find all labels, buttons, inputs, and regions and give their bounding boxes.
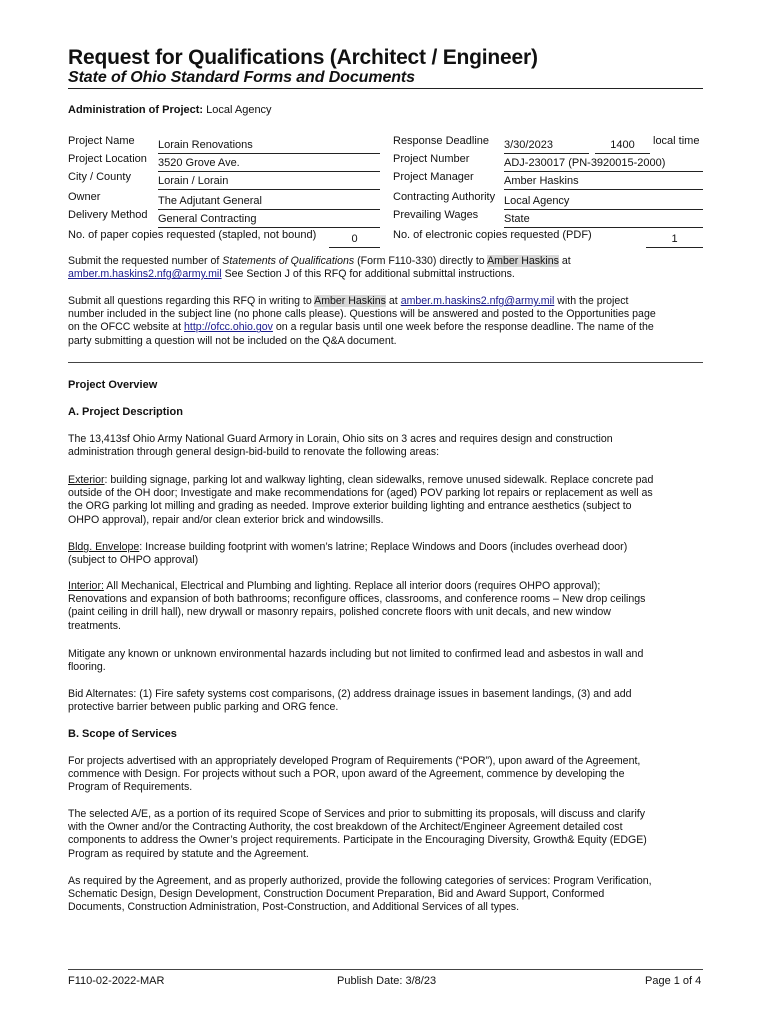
paper-copies-label: No. of paper copies requested (stapled, not bound) [68,229,317,241]
project-name-field[interactable] [158,135,380,154]
local-time-label: local time [653,135,700,147]
contact-name: Amber Haskins [314,295,386,307]
owner-label: Owner [68,191,101,203]
interior-scope [68,580,708,633]
text-run: Submit all questions regarding this RFQ in writing to [68,295,315,307]
contact-email-link[interactable]: amber.m.haskins2.nfg@army.mil [400,295,555,307]
text-line: Bid Alternates: (1) Fire safety systems cost comparisons, (2) address drainage issues in basement landings, (3) and add [68,688,632,700]
contracting-authority-value: Local Agency [504,195,570,207]
text-line: administration through general design-bid-build to renovate the following areas: [68,446,440,459]
paper-copies-value: 0 [351,233,358,245]
project-manager-field[interactable] [504,171,703,190]
response-deadline-date-field[interactable] [504,135,589,154]
soq-emphasis: Statements of Qualifications [222,255,355,267]
administration-label: Administration of Project: [68,104,204,116]
scope-paragraph-services [68,875,708,915]
city-county-value: Lorain / Lorain [158,175,229,187]
scope-of-services-heading: B. Scope of Services [68,728,177,740]
prevailing-wages-field[interactable] [504,209,703,228]
footer-page-number: Page 1 of 4 [645,975,702,987]
exterior-scope [68,474,708,527]
text-line: outside of the OH door; Investigate and make recommendations for (aged) POV parking lot repairs or replacement as well as [68,487,653,500]
text-line: Renovations and expansion of both bathrooms; reconfigure offices, classrooms, and conference rooms – New drop ceilings [68,593,646,606]
text-run: : Increase building footprint with women’s latrine; Replace Windows and Doors (includes overhead door) [139,541,628,553]
bid-alternates [68,688,708,714]
text-line: components to address the Owner’s project requirements. Participate in the Encouraging Diversity, Growth& Equity (EDGE) [68,834,647,847]
contact-email-link[interactable]: amber.m.haskins2.nfg@army.mil [68,268,222,281]
electronic-copies-label: No. of electronic copies requested (PDF) [393,229,592,241]
paper-copies-field[interactable] [329,229,380,248]
text-run: All Mechanical, Electrical and Plumbing and lighting. Replace all interior doors (requires OHPO approval); [103,580,601,592]
response-deadline-date: 3/30/2023 [504,139,553,151]
contracting-authority-field[interactable] [504,191,703,210]
text-run: at [558,255,571,267]
text-line: number included in the subject line (no phone calls please). Questions will be answered and posted to the Opportunities page [68,308,656,321]
text-run: (Form F110-330) directly to [354,255,488,267]
text-run: on a regular basis until one week before the response deadline. The name of the [272,321,654,334]
city-county-field[interactable] [158,171,380,190]
text-run: with the project [554,295,629,307]
text-run: See Section J of this RFQ for additional submittal instructions. [221,268,515,281]
ofcc-website-link[interactable]: http://ofcc.ohio.gov [184,321,273,334]
text-line: The selected A/E, as a portion of its required Scope of Services and prior to submitting its proposals, will discuss and clarify [68,808,646,820]
delivery-method-label: Delivery Method [68,209,148,221]
response-deadline-label: Response Deadline [393,135,490,147]
project-description-heading: A. Project Description [68,406,183,418]
administration-value: Local Agency [206,104,272,116]
response-deadline-time-field[interactable] [595,135,650,154]
response-deadline-time: 1400 [610,139,635,151]
city-county-label: City / County [68,171,131,183]
delivery-method-field[interactable] [158,209,380,228]
administration-line [68,104,272,116]
project-location-field[interactable] [158,153,380,172]
footer-publish-date: Publish Date: 3/8/23 [337,975,437,987]
project-description-intro [68,433,708,459]
text-line: protective barrier between public parking and ORG fence. [68,701,339,714]
text-line: As required by the Agreement, and as properly authorized, provide the following categories of services: Program Verification, [68,875,652,887]
text-run: Submit the requested number of [68,255,223,267]
project-number-label: Project Number [393,153,470,165]
submission-instructions [68,255,708,281]
text-line: with the Owner and/or the Contracting Authority, the cost breakdown of the Architect/Engineer Agreement detailed cost [68,821,623,834]
electronic-copies-field[interactable] [646,229,703,248]
project-location-label: Project Location [68,153,147,165]
text-line: For projects advertised with an appropriately developed Program of Requirements (“POR”), upon award of the Agreement, [68,755,641,767]
project-manager-label: Project Manager [393,171,474,183]
text-line: treatments. [68,619,121,632]
delivery-method-value: General Contracting [158,213,257,225]
text-line: (subject to OHPO approval) [68,554,199,567]
owner-field[interactable] [158,191,380,210]
envelope-scope [68,541,708,567]
prevailing-wages-value: State [504,213,530,225]
text-line: OHPO approval), repair and/or clean exterior brick and windowsills. [68,513,384,526]
interior-label: Interior: [68,580,104,592]
footer-form-id: F110-02-2022-MAR [68,975,165,987]
text-run: on the OFCC website at [68,321,184,334]
text-line: the ORG parking lot milling and grading as needed. Improve exterior building lighting and entrance aesthetics (subject to [68,500,632,513]
text-line: (paint ceiling in drill hall), new drywall or masonry repairs, polished concrete floors with unit decals, and new window [68,606,611,619]
text-line: Documents, Construction Administration, Post-Construction, and Additional Services of all types. [68,901,520,914]
text-line: Mitigate any known or unknown environmental hazards including but not limited to confirmed lead and asbestos in wall and [68,648,644,660]
text-line: Schematic Design, Design Development, Construction Document Preparation, Bid and Award Support, Conformed [68,888,605,901]
project-manager-value: Amber Haskins [504,175,579,187]
exterior-label: Exterior [68,474,105,486]
scope-paragraph-cost [68,808,708,861]
document-subtitle: State of Ohio Standard Forms and Documents [68,69,415,86]
contracting-authority-label: Contracting Authority [393,191,496,203]
owner-value: The Adjutant General [158,195,262,207]
electronic-copies-value: 1 [671,233,678,245]
project-number-value: ADJ-230017 (PN-3920015-2000) [504,157,666,169]
section-divider [68,362,703,363]
project-number-field[interactable] [504,153,703,172]
prevailing-wages-label: Prevailing Wages [393,209,479,221]
text-line: commence with Design. For projects without such a POR, upon award of the Agreement, commence by developing the [68,768,625,781]
text-line: Program of Requirements. [68,781,193,794]
questions-instructions [68,295,708,348]
header-rule [68,88,703,89]
document-title: Request for Qualifications (Architect / Engineer) [68,46,538,69]
scope-paragraph-por [68,755,708,795]
hazard-mitigation [68,648,708,674]
text-line: Program as required by statute and the Agreement. [68,847,309,860]
text-run: at [385,295,401,307]
project-overview-heading: Project Overview [68,379,158,391]
text-line: flooring. [68,661,106,674]
contact-name: Amber Haskins [487,255,559,267]
text-line: party submitting a question will not be included on the Q&A document. [68,334,397,347]
text-line: The 13,413sf Ohio Army National Guard Armory in Lorain, Ohio sits on 3 acres and requires design and construction [68,433,613,445]
envelope-label: Bldg. Envelope [68,541,140,553]
footer-rule [68,969,703,970]
project-name-value: Lorain Renovations [158,139,253,151]
project-name-label: Project Name [68,135,135,147]
project-location-value: 3520 Grove Ave. [158,157,240,169]
text-run: : building signage, parking lot and walkway lighting, clean sidewalks, remove unused sidewalk. Replace concrete pad [104,474,654,486]
